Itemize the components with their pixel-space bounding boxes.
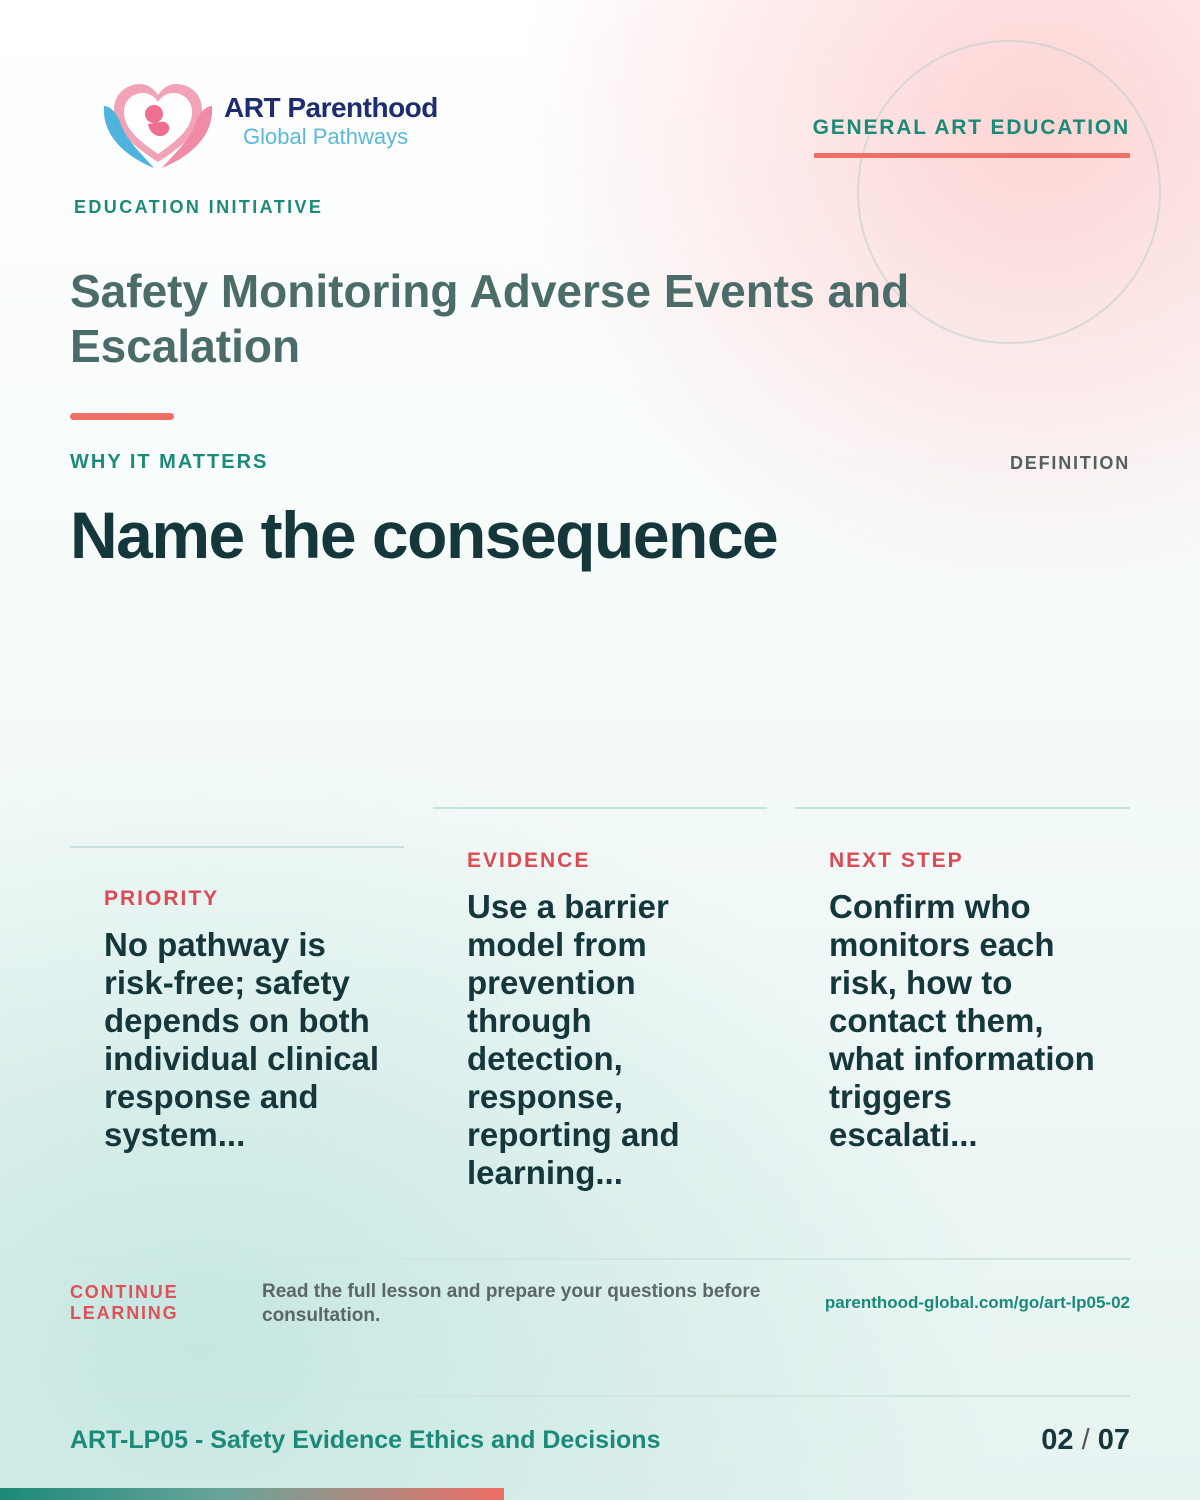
- progress-bar: [0, 1488, 504, 1500]
- category-underline: [814, 153, 1130, 158]
- divider: [70, 1258, 1130, 1260]
- course-title: ART-LP05 - Safety Evidence Ethics and Decisions: [70, 1426, 661, 1454]
- initiative-label: EDUCATION INITIATIVE: [74, 197, 324, 217]
- lesson-link[interactable]: parenthood-global.com/go/art-lp05-02: [824, 1293, 1130, 1312]
- card-divider: [70, 846, 404, 848]
- page-current: 02: [1041, 1424, 1074, 1456]
- card-divider: [433, 807, 767, 809]
- brand-name: ART Parenthood: [224, 92, 438, 123]
- brand-tagline: Global Pathways: [243, 124, 409, 149]
- category-tag: GENERAL ART EDUCATION: [812, 116, 1130, 139]
- card-body-next-step: Confirm who monitors each risk, how to contact them, what information triggers escalati...: [829, 888, 1095, 1153]
- page-total: 07: [1097, 1424, 1130, 1456]
- section-headline: Name the consequence: [70, 498, 778, 572]
- card-body-evidence: Use a barrier model from prevention through detection, response, reporting and learning...: [467, 888, 680, 1191]
- continue-learning-label: CONTINUE LEARNING: [70, 1282, 179, 1323]
- title-accent-bar: [70, 413, 174, 420]
- card-label-next-step: NEXT STEP: [829, 849, 964, 872]
- lesson-title: Safety Monitoring Adverse Events and Escalation: [70, 265, 910, 372]
- hands-heart-baby-icon: [100, 74, 216, 170]
- divider: [70, 1395, 1130, 1397]
- page-indicator: [1041, 1424, 1130, 1457]
- section-type: DEFINITION: [1010, 453, 1130, 473]
- section-eyebrow: WHY IT MATTERS: [70, 451, 269, 473]
- card-body-priority: No pathway is risk-free; safety depends on both individual clinical response and system...: [104, 926, 380, 1153]
- page-separator: /: [1081, 1424, 1090, 1456]
- card-label-evidence: EVIDENCE: [467, 849, 591, 872]
- continue-learning-text: Read the full lesson and prepare your questions before consultation.: [262, 1281, 761, 1326]
- card-divider: [795, 807, 1130, 809]
- card-label-priority: PRIORITY: [104, 887, 220, 910]
